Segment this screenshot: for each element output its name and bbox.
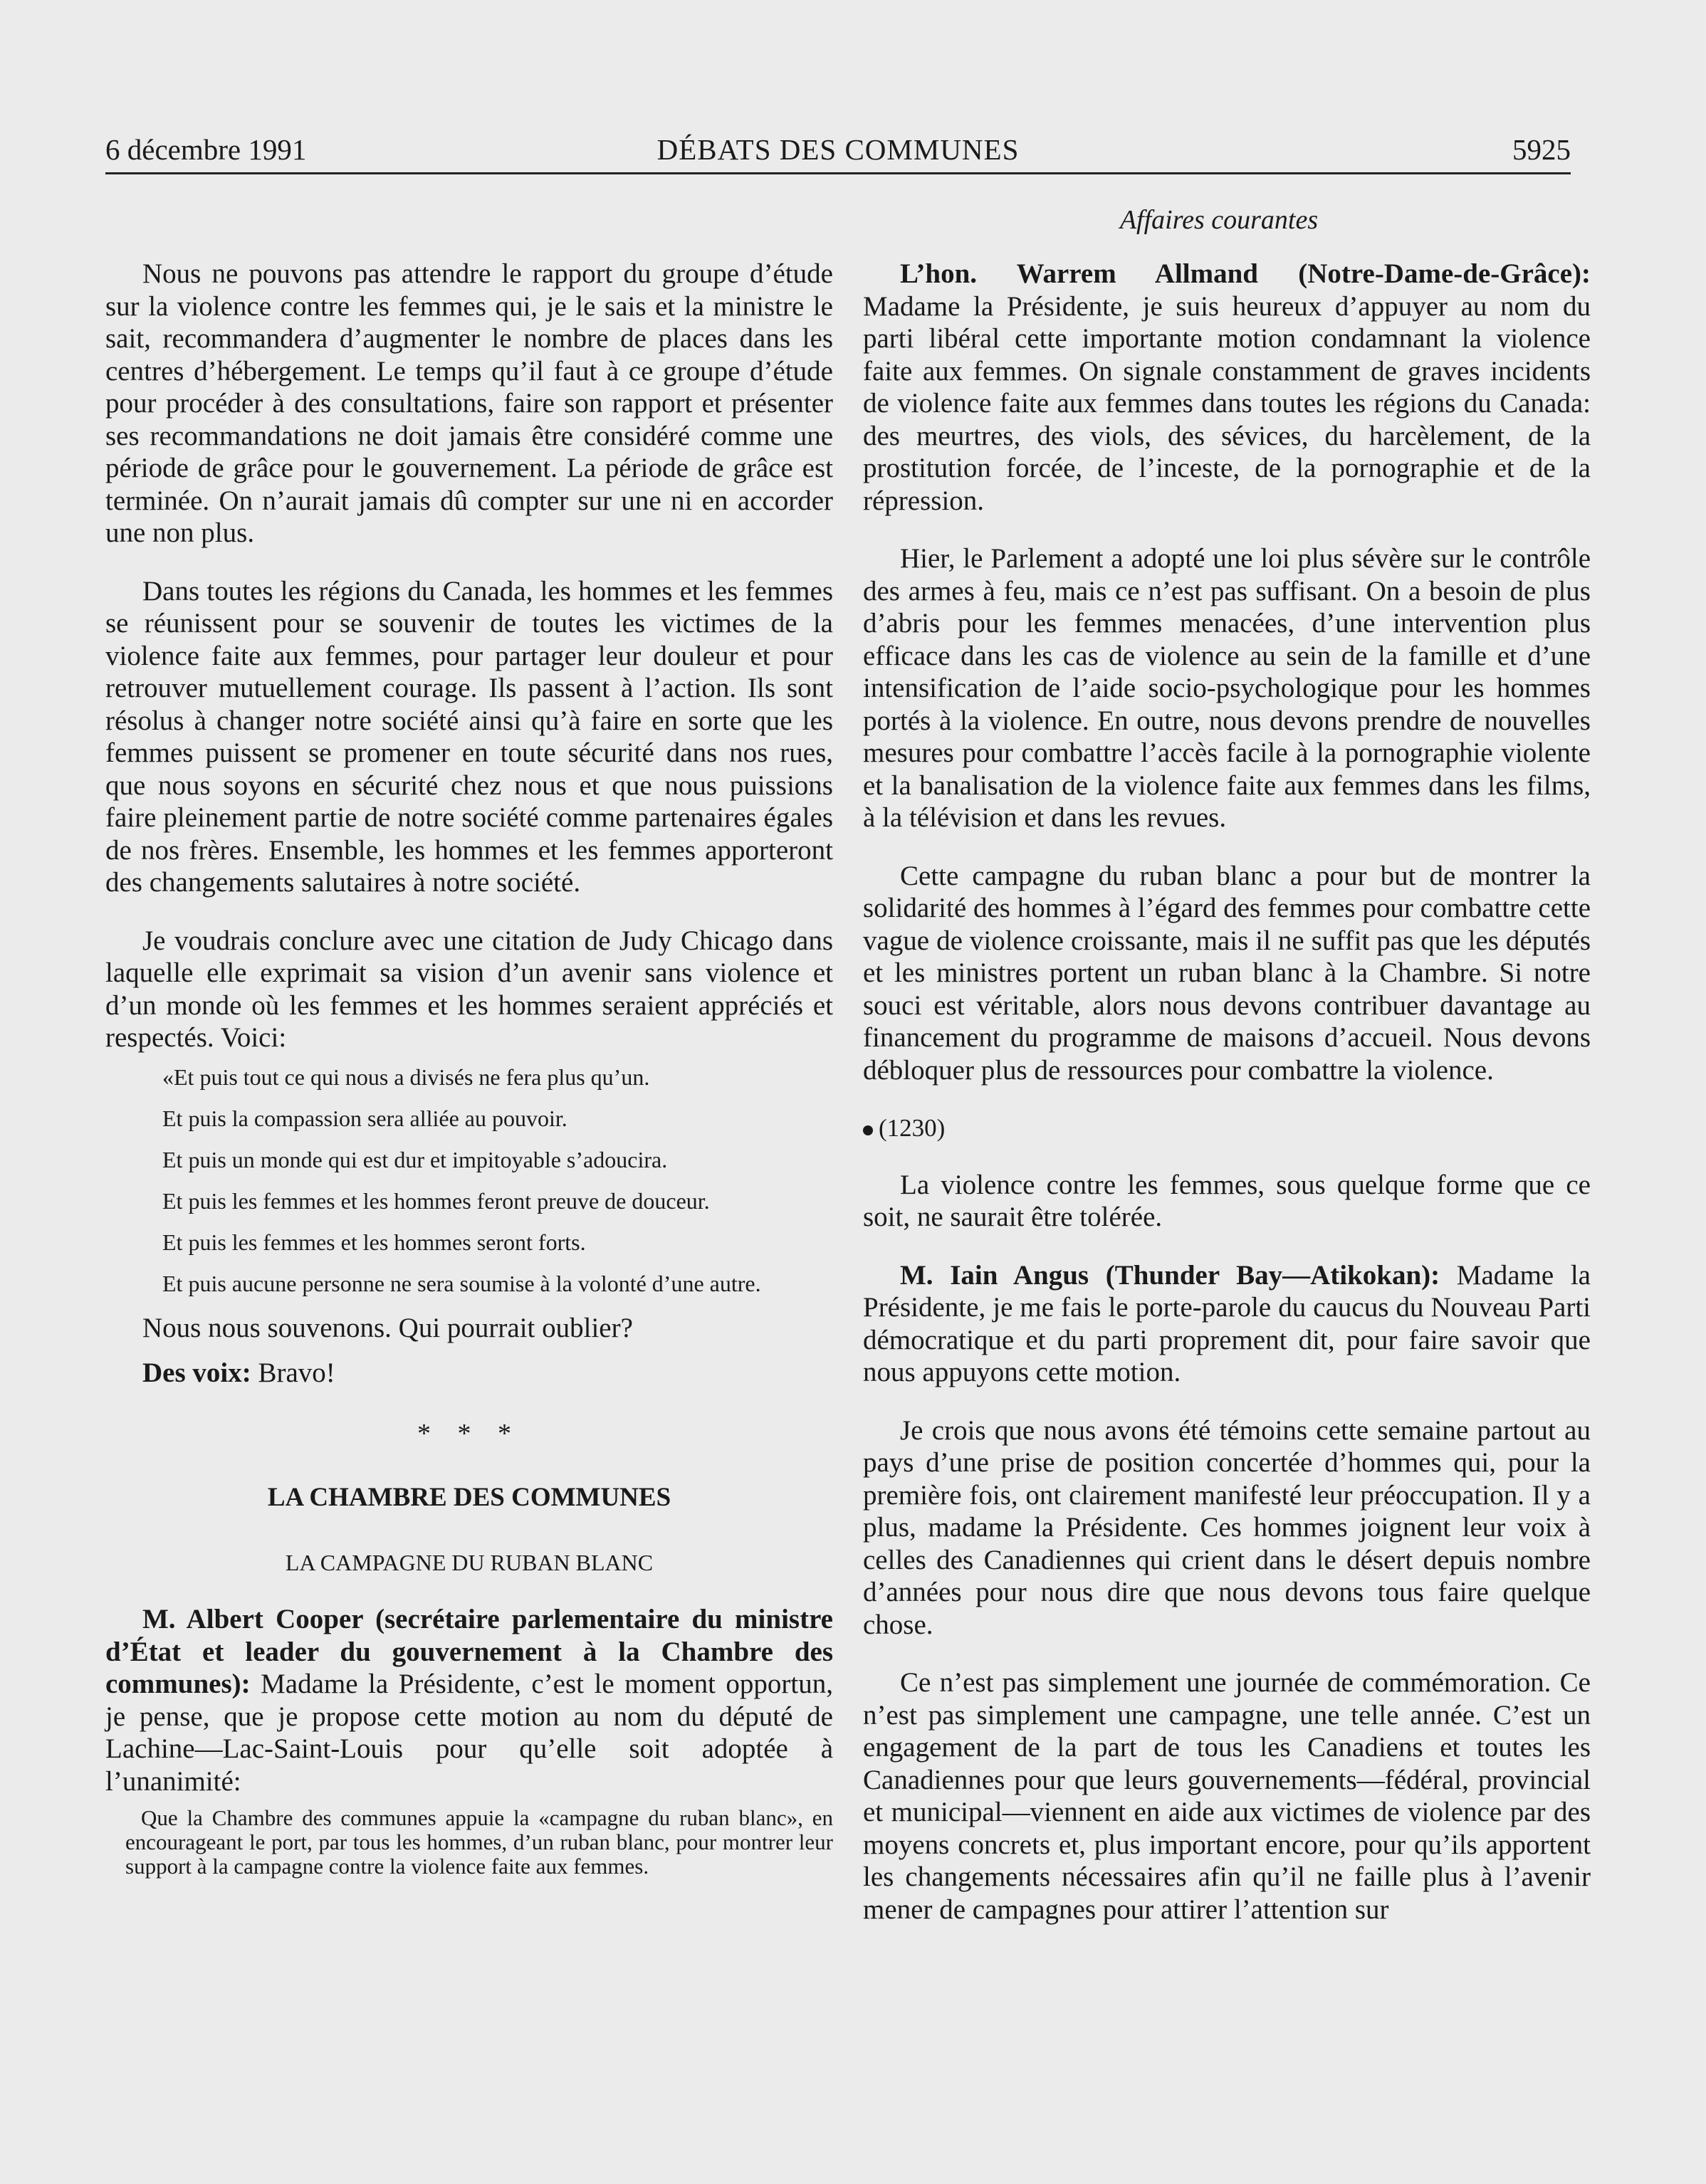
quotation-line: Et puis un monde qui est dur et impitoyable s’adoucira. bbox=[162, 1146, 668, 1172]
speech-text: Madame la Présidente, je me fais le porte-parole du caucus du Nouveau Parti démocratique et du parti proprement dit, pour faire savoir que nous appuyons cette motion. bbox=[863, 1259, 1591, 1387]
paragraph: Dans toutes les régions du Canada, les hommes et les femmes se réunissent pour se souvenir de toutes les victimes de la violence faite aux femmes, pour partager leur douleur et pour retrouver mutuellement courage. Ils passent à l’action. Ils sont résolus à changer notre société ainsi qu’à faire en sorte que les femmes puissent se promener en toute sécurité dans nos rues, que nous soyons en sécurité chez nous et que nous puissions faire pleinement partie de notre société comme partenaires égales de nos frères. Ensemble, les hommes et les femmes apporteront des changements salutaires à notre société. bbox=[105, 575, 833, 898]
speaker-name: L’hon. Warrem Allmand (Notre-Dame-de-Grâce): bbox=[900, 258, 1591, 289]
paragraph: La violence contre les femmes, sous quelque forme que ce soit, ne saurait être tolérée. bbox=[863, 1169, 1591, 1232]
left-column bbox=[105, 258, 833, 1879]
speaker-name: M. Albert Cooper (secrétaire parlementaire du ministre d’État et leader du gouvernement à la Chambre des communes): bbox=[105, 1604, 833, 1699]
paragraph: Ce n’est pas simplement une journée de commémoration. Ce n’est pas simplement une campagne, une telle année. C’est un engagement de la part de tous les Canadiens et toutes les Canadiennes pour que leurs gouvernements—fédéral, provincial et municipal—viennent en aide aux victimes de violence par des moyens concrets et, plus important encore, pour qu’ils apportent les changements nécessaires afin qu’il ne faille plus à l’avenir mener de campagnes pour attirer l’attention sur bbox=[863, 1667, 1591, 1925]
header-title: DÉBATS DES COMMUNES bbox=[656, 133, 1020, 166]
paragraph: Cette campagne du ruban blanc a pour but de montrer la solidarité des hommes à l’égard des femmes pour combattre cette vague de violence croissante, mais il ne suffit pas que les députés et les ministres portent un ruban blanc à la Chambre. Si notre souci est véritable, alors nous devons contribuer davantage au financement du programme de maisons d’accueil. Nous devons débloquer plus de ressources pour combattre la violence. bbox=[863, 860, 1591, 1086]
speaker-name: M. Iain Angus (Thunder Bay—Atikokan): bbox=[900, 1259, 1440, 1291]
speech-text: Bravo! bbox=[251, 1358, 335, 1388]
paragraph: Je crois que nous avons été témoins cette semaine partout au pays d’une prise de position concertée d’hommes qui, pour la première fois, ont clairement manifesté leur préoccupation. Il y a plus, madame la Présidente. Ces hommes joignent leur voix à celles des Canadiennes qui crient dans le désert depuis nombre d’années pour nous dire que nous devons tous faire quelque chose. bbox=[863, 1414, 1591, 1640]
quotation-line: Et puis les femmes et les hommes feront preuve de douceur. bbox=[162, 1187, 710, 1214]
quotation-line: «Et puis tout ce qui nous a divisés ne fera plus qu’un. bbox=[162, 1064, 650, 1090]
paragraph: Hier, le Parlement a adopté une loi plus sévère sur le contrôle des armes à feu, mais ce n’est pas suffisant. On a besoin de plus d’abris pour les femmes menacées, d’une intervention plus efficace dans les cas de violence au sein de la famille et d’une intensification de l’aide socio-psychologique pour les hommes portés à la violence. En outre, nous devons prendre de nouvelles mesures pour combattre l’accès facile à la pornographie violente et la banalisation de la violence faite aux femmes dans les films, à la télévision et dans les revues. bbox=[863, 543, 1591, 833]
quotation-line: Et puis la compassion sera alliée au pouvoir. bbox=[162, 1105, 567, 1131]
speaker-turn bbox=[105, 1603, 833, 1797]
quotation-line: Et puis les femmes et les hommes seront forts. bbox=[162, 1229, 586, 1255]
right-column bbox=[863, 258, 1591, 1951]
section-subheading: LA CAMPAGNE DU RUBAN BLANC bbox=[285, 1549, 654, 1575]
timestamp-text: (1230) bbox=[879, 1114, 946, 1142]
paragraph: Nous nous souvenons. Qui pourrait oublier? bbox=[142, 1312, 633, 1343]
timestamp bbox=[863, 1112, 1591, 1145]
section-rubric: Affaires courantes bbox=[1119, 205, 1319, 235]
section-separator: * * * bbox=[417, 1418, 521, 1449]
speaker-name: Des voix: bbox=[142, 1358, 251, 1388]
page-number: 5925 bbox=[1512, 133, 1571, 166]
speech-text: Madame la Présidente, je suis heureux d’appuyer au nom du parti libéral cette importante motion condamnant la violence faite aux femmes. On signale constamment de graves incidents de violence faite aux femmes dans toutes les régions du Canada: des meurtres, des viols, des sévices, du harcèlement, de la prostitution forcée, de l’inceste, de la pornographie et de la répression. bbox=[863, 290, 1591, 516]
speaker-turn bbox=[105, 1357, 833, 1390]
section-heading: LA CHAMBRE DES COMMUNES bbox=[267, 1483, 671, 1512]
paragraph: Nous ne pouvons pas attendre le rapport du groupe d’étude sur la violence contre les femmes qui, je le sais et la ministre le sait, recommandera d’augmenter le nombre de places dans les centres d’hébergement. Le temps qu’il faut à ce groupe d’étude pour procéder à des consultations, faire son rapport et présenter ses recommandations ne doit jamais être considéré comme une période de grâce pour le gouvernement. La période de grâce est terminée. On n’aurait jamais dû compter sur une ni en accorder une non plus. bbox=[105, 258, 833, 548]
speaker-turn bbox=[863, 1259, 1591, 1389]
speech-text: Madame la Présidente, c’est le moment opportun, je pense, que je propose cette motion au nom du député de Lachine—Lac-Saint-Louis pour qu’elle soit adoptée à l’unanimité: bbox=[105, 1669, 833, 1797]
quotation bbox=[162, 1064, 833, 1296]
header-date: 6 décembre 1991 bbox=[105, 133, 307, 166]
page-header bbox=[105, 132, 1571, 174]
speaker-turn bbox=[863, 258, 1591, 517]
quotation-line: Et puis aucune personne ne sera soumise à la volonté d’une autre. bbox=[162, 1270, 761, 1296]
paragraph: Je voudrais conclure avec une citation de Judy Chicago dans laquelle elle exprimait sa vision d’un avenir sans violence et d’un monde où les femmes et les hommes seraient appréciés et respectés. Voici: bbox=[105, 925, 833, 1053]
bullet-icon bbox=[863, 1125, 873, 1135]
motion-text: Que la Chambre des communes appuie la «campagne du ruban blanc», en encourageant le port, par tous les hommes, d’un ruban blanc, pour montrer leur support à la campagne contre la violence faite aux femmes. bbox=[125, 1805, 833, 1879]
